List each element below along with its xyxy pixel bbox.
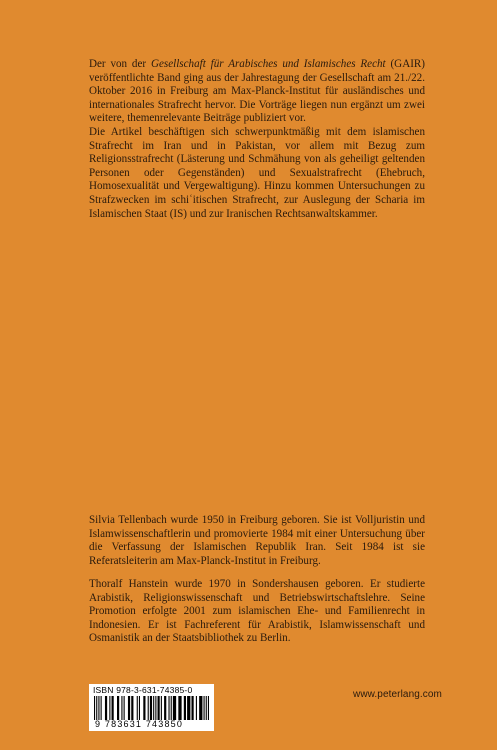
barcode-bar [128,696,130,720]
author-bio-hanstein [89,578,425,646]
barcode-bar [168,696,169,720]
barcode-bar [96,696,97,720]
author-bio-tellenbach [89,514,425,568]
barcode-bar [204,696,205,720]
barcode-icon [93,696,210,720]
barcode-bar [199,696,202,720]
barcode-bar [105,696,107,720]
publisher-url: www.peterlang.com [353,689,442,700]
society-name: Gesellschaft für Arabisches und Islamisches Recht [150,58,386,70]
barcode-bar [124,696,125,720]
barcode-bar [153,696,154,720]
description-paragraph-2: Die Artikel beschäftigen sich schwerpunktmäßig mit dem islamischen Strafrecht im Iran und in Pakistan, vor allem mit Bezug zum Religionsstrafrecht (Lästerung und Schmähung von als geheiligt geltenden Personen oder Gegenständen) und Sexualstrafrecht (Ehebruch, Homosexualität und Vergewaltigung). Hinzu kommen Untersuchungen zu Strafzwecken im schiʿitischen Strafrecht, zur Auslegung der Scharia im Islamischen Staat (IS) und zur Iranischen Rechtsanwaltskammer. [89,125,425,220]
barcode-bar [173,696,176,720]
barcode-bar [206,696,207,720]
isbn-barcode [89,684,214,731]
barcode-bar [101,696,102,720]
barcode-bar [109,696,110,720]
barcode-bar [161,696,162,720]
barcode-bar [178,696,181,720]
barcode-bar [137,696,138,720]
bio-text: Thoralf Hanstein wurde 1970 in Sondershausen geboren. Er studierte Arabistik, Religionswissenschaft und Betriebswirtschaftslehre. Seine Promotion erfolgte 2001 zum islamischen Ehe- und Familienrecht in Indonesien. Er ist Fachreferent für Arabistik, Islamwissenschaft und Osmanistik an der Staatsbibliothek zu Berlin. [89,578,425,645]
barcode-bar [150,696,152,720]
barcode-bar [112,696,114,720]
barcode-bar [131,696,133,720]
barcode-bar [191,696,193,720]
barcode-bar [208,696,209,720]
barcode-bar [187,696,190,720]
barcode-bar [148,696,149,720]
barcode-digits: 9 783631 743850 [95,719,184,729]
barcode-bar [164,696,166,720]
barcode-bar [143,696,145,720]
description-text: (GAIR) veröffentlichte Band ging aus der Jahrestagung der Gesellschaft am 21./22. Oktober 2016 in Freiburg am Max-Planck-Institut für ausländisches und internationales Strafrecht hervor. Die Vorträge liegen nun ergänzt um zwei weitere, themenrelevante Beiträge publiziert vor. [89,58,425,125]
isbn-label: ISBN 978-3-631-74385-0 [93,685,193,695]
book-description [89,58,425,221]
barcode-bar [117,696,119,720]
barcode-bar [158,696,160,720]
barcode-bar [94,696,95,720]
barcode-bar [196,696,197,720]
description-text: Der von der [89,58,151,70]
bio-text: Silvia Tellenbach wurde 1950 in Freiburg geboren. Sie ist Volljuristin und Islamwissenschaftlerin und promovierte 1984 mit einer Untersuchung über die Verfassung der Islamischen Republik Iran. Seit 1984 ist sie Referatsleiterin am Max-Planck-Institut in Freiburg. [89,514,425,567]
barcode-bar [139,696,140,720]
barcode-bar [98,696,99,720]
description-paragraph-1 [89,58,425,126]
barcode-bar [155,696,156,720]
barcode-bar [184,696,186,720]
barcode-bar [121,696,122,720]
barcode-bar [171,696,172,720]
